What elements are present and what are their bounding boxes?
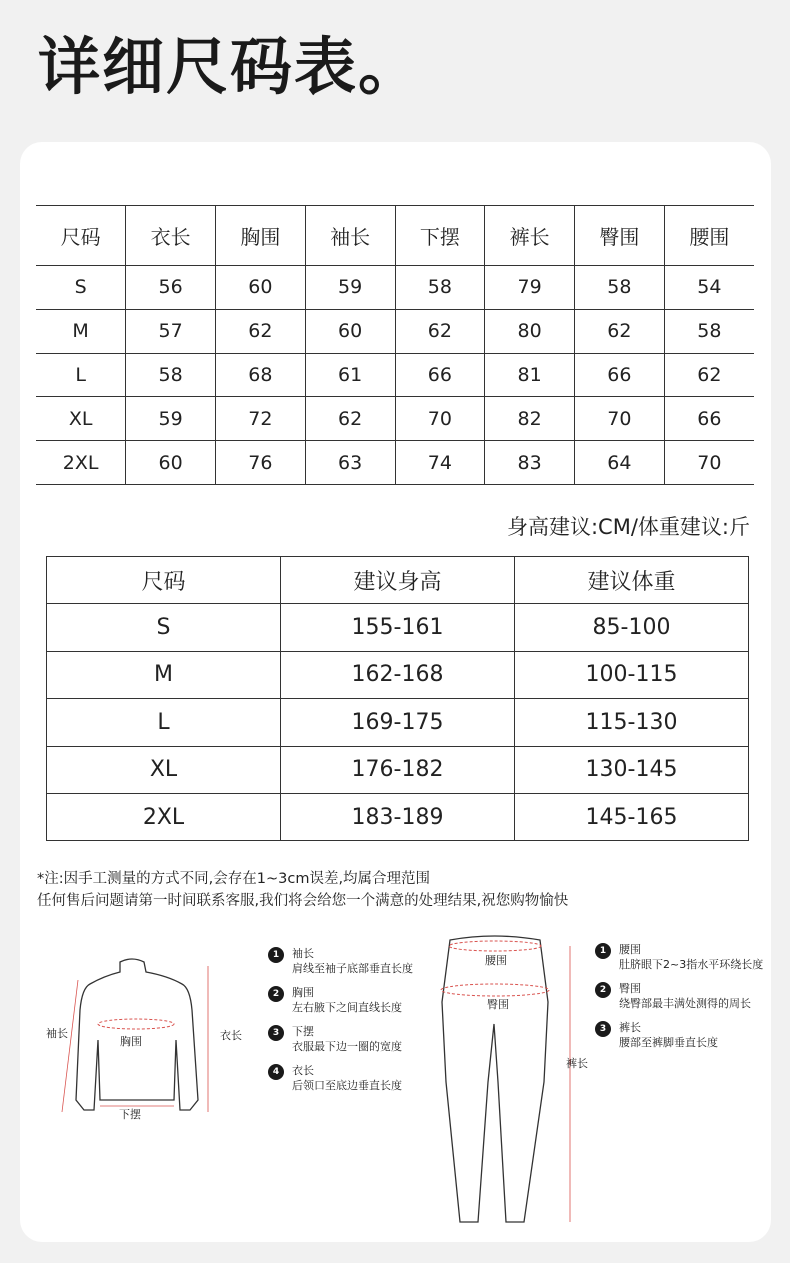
list-item (595, 942, 780, 972)
table-cell: 79 (485, 266, 575, 310)
table-cell: 2XL (47, 793, 281, 840)
table-row (36, 353, 754, 397)
pants-label-hip: 臀围 (487, 998, 509, 1011)
table-cell: 59 (305, 266, 395, 310)
shirt-legend (268, 946, 438, 1102)
table-cell: 162-168 (281, 651, 515, 698)
shirt-label-sleeve: 袖长 (46, 1027, 68, 1040)
size-table-header-cell: 裤长 (485, 206, 575, 266)
table-cell: XL (47, 746, 281, 793)
legend-desc: 肩线至袖子底部垂直长度 (292, 962, 413, 975)
legend-number: 2 (595, 982, 611, 998)
legend-number: 1 (595, 943, 611, 959)
suggest-table-header-cell: 建议身高 (281, 557, 515, 604)
table-cell: 58 (664, 309, 754, 353)
legend-desc: 肚脐眼下2~3指水平环绕长度 (619, 958, 764, 971)
table-cell: 63 (305, 441, 395, 485)
table-cell: S (47, 604, 281, 651)
suggest-table-header-cell: 建议体重 (515, 557, 749, 604)
table-cell: 83 (485, 441, 575, 485)
remark-line: *注:因手工测量的方式不同,会存在1~3cm误差,均属合理范围 (37, 871, 431, 887)
shirt-label-chest: 胸围 (120, 1035, 142, 1048)
table-cell: 64 (575, 441, 665, 485)
table-cell: 62 (575, 309, 665, 353)
table-cell: 66 (664, 397, 754, 441)
hip-measure-line (441, 984, 549, 996)
size-table (36, 205, 754, 485)
legend-number: 3 (268, 1025, 284, 1041)
list-item (268, 1063, 438, 1093)
legend-name: 胸围 (292, 986, 314, 999)
legend-name: 袖长 (292, 947, 314, 960)
table-cell: 60 (126, 441, 216, 485)
size-table-header-cell: 胸围 (216, 206, 306, 266)
table-cell: 145-165 (515, 793, 749, 840)
size-table-header-cell: 下摆 (395, 206, 485, 266)
table-row (36, 397, 754, 441)
table-cell: 70 (664, 441, 754, 485)
suggest-table-header (47, 557, 749, 604)
pants-legend (595, 942, 780, 1059)
table-cell: 58 (126, 353, 216, 397)
suggest-table (46, 556, 749, 841)
list-item (268, 985, 438, 1015)
legend-desc: 后领口至底边垂直长度 (292, 1079, 402, 1092)
table-row (36, 309, 754, 353)
legend-desc: 左右腋下之间直线长度 (292, 1001, 402, 1014)
table-cell: 70 (575, 397, 665, 441)
table-row (36, 266, 754, 310)
table-row (36, 441, 754, 485)
remark-line: 任何售后问题请第一时间联系客服,我们将会给您一个满意的处理结果,祝您购物愉快 (37, 893, 569, 909)
table-cell: L (36, 353, 126, 397)
table-cell: 81 (485, 353, 575, 397)
table-cell: 60 (305, 309, 395, 353)
shirt-label-hem: 下摆 (119, 1108, 141, 1121)
remark-note (37, 868, 568, 912)
table-cell: 169-175 (281, 699, 515, 746)
table-cell: 80 (485, 309, 575, 353)
pants-label-waist: 腰围 (485, 954, 507, 967)
table-cell: 54 (664, 266, 754, 310)
legend-name: 下摆 (292, 1025, 314, 1038)
table-cell: XL (36, 397, 126, 441)
shirt-label-length: 衣长 (220, 1029, 242, 1042)
legend-name: 裤长 (619, 1021, 641, 1034)
table-cell: 76 (216, 441, 306, 485)
legend-desc: 衣服最下边一圈的宽度 (292, 1040, 402, 1053)
table-row (47, 793, 749, 840)
table-cell: 72 (216, 397, 306, 441)
table-cell: 62 (395, 309, 485, 353)
table-cell: 68 (216, 353, 306, 397)
table-cell: 82 (485, 397, 575, 441)
list-item (268, 1024, 438, 1054)
legend-name: 腰围 (619, 943, 641, 956)
table-cell: 176-182 (281, 746, 515, 793)
table-cell: L (47, 699, 281, 746)
table-cell: 62 (216, 309, 306, 353)
legend-desc: 绕臀部最丰满处测得的周长 (619, 997, 751, 1010)
table-cell: 74 (395, 441, 485, 485)
chest-measure-line (98, 1019, 174, 1029)
suggest-table-header-cell: 尺码 (47, 557, 281, 604)
size-table-header-cell: 腰围 (664, 206, 754, 266)
table-cell: 58 (395, 266, 485, 310)
pants-outline (442, 936, 548, 1222)
table-cell: 66 (395, 353, 485, 397)
table-cell: 57 (126, 309, 216, 353)
pants-label-length: 裤长 (566, 1057, 588, 1070)
table-cell: 62 (305, 397, 395, 441)
legend-number: 3 (595, 1021, 611, 1037)
table-cell: 115-130 (515, 699, 749, 746)
legend-name: 臀围 (619, 982, 641, 995)
waist-measure-line (449, 941, 541, 951)
table-cell: 183-189 (281, 793, 515, 840)
table-cell: M (47, 651, 281, 698)
table-row (47, 604, 749, 651)
table-cell: 61 (305, 353, 395, 397)
table-row (47, 746, 749, 793)
legend-number: 4 (268, 1064, 284, 1080)
pants-illustration (430, 932, 600, 1227)
table-cell: 62 (664, 353, 754, 397)
sleeve-measure-line (62, 980, 78, 1112)
table-row (47, 651, 749, 698)
table-cell: 130-145 (515, 746, 749, 793)
table-cell: S (36, 266, 126, 310)
table-cell: 60 (216, 266, 306, 310)
legend-number: 2 (268, 986, 284, 1002)
table-cell: 70 (395, 397, 485, 441)
legend-name: 衣长 (292, 1064, 314, 1077)
legend-number: 1 (268, 947, 284, 963)
table-cell: 58 (575, 266, 665, 310)
legend-desc: 腰部至裤脚垂直长度 (619, 1036, 718, 1049)
size-table-header-cell: 尺码 (36, 206, 126, 266)
list-item (595, 981, 780, 1011)
page-title: 详细尺码表。 (38, 30, 423, 103)
size-table-header-cell: 臀围 (575, 206, 665, 266)
table-cell: M (36, 309, 126, 353)
table-cell: 56 (126, 266, 216, 310)
size-table-header-cell: 衣长 (126, 206, 216, 266)
table-cell: 155-161 (281, 604, 515, 651)
size-table-header (36, 206, 754, 266)
table-cell: 100-115 (515, 651, 749, 698)
list-item (595, 1020, 780, 1050)
table-cell: 85-100 (515, 604, 749, 651)
measurement-diagram (0, 930, 790, 1240)
table-cell: 59 (126, 397, 216, 441)
table-cell: 2XL (36, 441, 126, 485)
table-row (47, 699, 749, 746)
list-item (268, 946, 438, 976)
table-cell: 66 (575, 353, 665, 397)
size-table-header-cell: 袖长 (305, 206, 395, 266)
unit-note: 身高建议:CM/体重建议:斤 (506, 515, 750, 539)
